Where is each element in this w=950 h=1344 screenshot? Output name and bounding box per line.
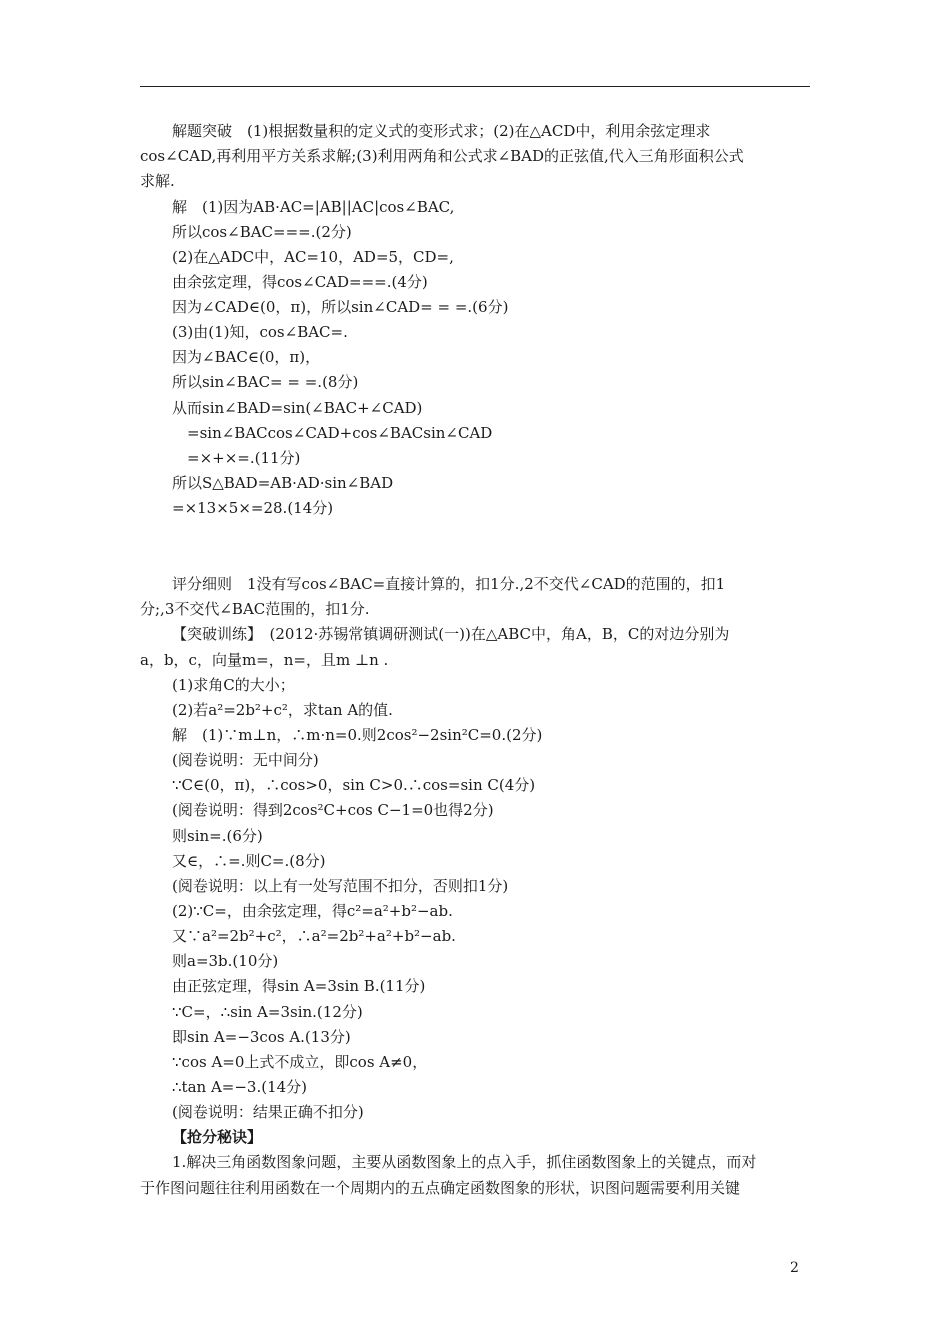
text-line: 因为∠BAC∈(0，π)， — [172, 348, 321, 366]
text-line: 1.解决三角函数图象问题，主要从函数图象上的点入手，抓住函数图象上的关键点，而对 — [172, 1153, 757, 1171]
text-line: (1)求角C的大小； — [172, 676, 295, 694]
text-line: ∵C=，∴sin A=3sin.(12分) — [172, 1003, 363, 1021]
text-line: 所以sin∠BAC= = =.(8分) — [172, 373, 359, 391]
text-line: 所以cos∠BAC===.(2分) — [172, 223, 352, 241]
text-line: 由正弦定理，得sin A=3sin B.(11分) — [172, 977, 426, 995]
page-number: 2 — [790, 1260, 799, 1276]
text-line: a，b，c，向量m=，n=，且m ⊥n . — [140, 651, 389, 669]
text-line: ∴tan A=−3.(14分) — [172, 1078, 308, 1096]
text-line: 评分细则 1没有写cos∠BAC=直接计算的，扣1分.,2不交代∠CAD的范围的，扣1 — [172, 575, 726, 593]
text-line: (2)∵C=，由余弦定理，得c²=a²+b²−ab. — [172, 902, 453, 920]
text-line: (2)在△ADC中，AC=10，AD=5，CD=, — [172, 248, 454, 266]
text-line: ∵C∈(0，π)，∴cos>0，sin C>0.∴cos=sin C(4分) — [172, 776, 536, 794]
text-line: (2)若a²=2b²+c²，求tan A的值. — [172, 701, 393, 719]
text-line: 于作图问题往往利用函数在一个周期内的五点确定函数图象的形状，识图问题需要利用关键 — [140, 1179, 741, 1197]
text-line: ∵cos A=0上式不成立，即cos A≠0， — [172, 1053, 428, 1071]
text-line: =sin∠BACcos∠CAD+cos∠BACsin∠CAD — [172, 424, 493, 442]
text-line: 【突破训练】 (2012·苏锡常镇调研测试(一))在△ABC中，角A，B，C的对边分别为 — [172, 625, 730, 643]
text-line: =×13×5×=28.(14分) — [172, 499, 334, 517]
text-line: 解 (1)因为AB·AC=|AB||AC|cos∠BAC, — [172, 198, 455, 216]
text-line: 从而sin∠BAD=sin(∠BAC+∠CAD) — [172, 399, 423, 417]
text-line: 又∵a²=2b²+c²，∴a²=2b²+a²+b²−ab. — [172, 927, 456, 945]
text-line: 解题突破 (1)根据数量积的定义式的变形式求；(2)在△ACD中，利用余弦定理求 — [172, 122, 711, 140]
text-line: (阅卷说明：结果正确不扣分) — [172, 1103, 364, 1121]
text-line: 又∈，∴=.则C=.(8分) — [172, 852, 326, 870]
section-heading: 【抢分秘诀】 — [172, 1128, 263, 1146]
header-rule — [140, 86, 810, 87]
text-line: (阅卷说明：得到2cos²C+cos C−1=0也得2分) — [172, 801, 494, 819]
text-line: 分;,3不交代∠BAC范围的，扣1分. — [140, 600, 370, 618]
text-line: 由余弦定理，得cos∠CAD===.(4分) — [172, 273, 428, 291]
text-line: (阅卷说明：无中间分) — [172, 751, 319, 769]
text-line: 则a=3b.(10分) — [172, 952, 279, 970]
text-line: cos∠CAD,再利用平方关系求解;(3)利用两角和公式求∠BAD的正弦值,代入三角形面积公式 — [140, 147, 744, 165]
text-line: 则sin=.(6分) — [172, 827, 263, 845]
text-line: 所以S△BAD=AB·AD·sin∠BAD — [172, 474, 394, 492]
text-line: 解 (1)∵m⊥n，∴m·n=0.则2cos²−2sin²C=0.(2分) — [172, 726, 543, 744]
text-line: 求解. — [140, 172, 175, 190]
text-line: =×+×=.(11分) — [172, 449, 301, 467]
text-line: 因为∠CAD∈(0，π)，所以sin∠CAD= = =.(6分) — [172, 298, 509, 316]
text-line: (阅卷说明：以上有一处写范围不扣分，否则扣1分) — [172, 877, 509, 895]
text-line: 即sin A=−3cos A.(13分) — [172, 1028, 351, 1046]
text-line: (3)由(1)知，cos∠BAC=. — [172, 323, 348, 341]
